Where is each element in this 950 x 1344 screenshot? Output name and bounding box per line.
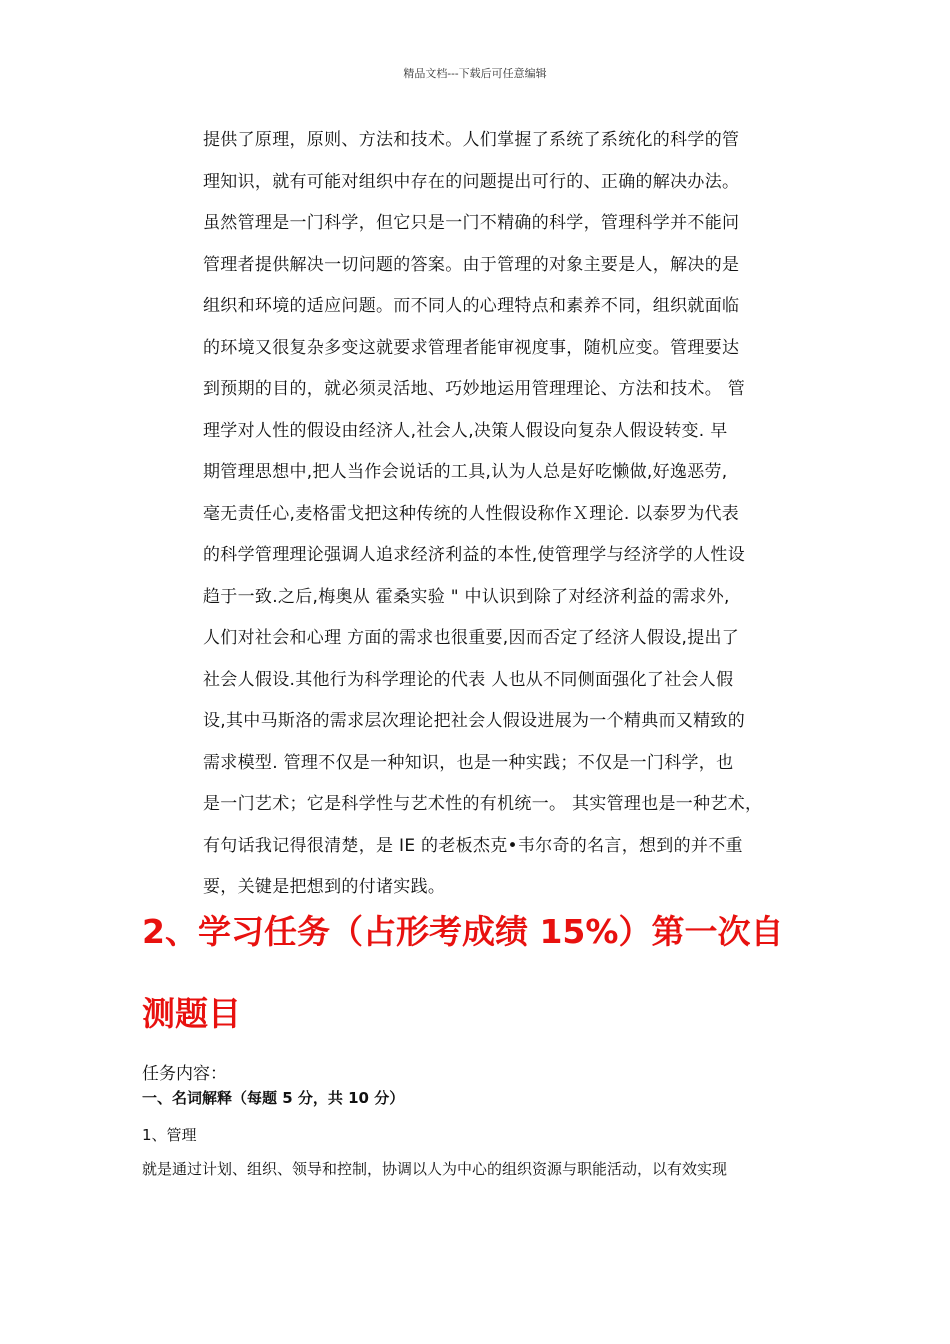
question-item-title: 1、管理 xyxy=(142,1126,197,1144)
body-line: 毫无责任心,麦格雷戈把这种传统的人性假设称作Ｘ理论. 以泰罗为代表 xyxy=(203,503,740,524)
body-line: 社会人假设.其他行为科学理论的代表 人也从不同侧面强化了社会人假 xyxy=(203,669,734,690)
body-line: 理学对人性的假设由经济人,社会人,决策人假设向复杂人假设转变. 早 xyxy=(203,420,728,441)
question-item-definition: 就是通过计划、组织、领导和控制，协调以人为中心的组织资源与职能活动，以有效实现 xyxy=(142,1160,728,1178)
body-line: 管理者提供解决一切问题的答案。由于管理的对象主要是人，解决的是 xyxy=(203,254,740,275)
body-line: 需求模型. 管理不仅是一种知识，也是一种实践；不仅是一门科学，也 xyxy=(203,752,734,773)
body-line: 设,其中马斯洛的需求层次理论把社会人假设进展为一个精典而又精致的 xyxy=(203,711,746,731)
body-line: 是一门艺术；它是科学性与艺术性的有机统一。 其实管理也是一种艺术， xyxy=(203,794,763,814)
section-heading-line-2: 测题目 xyxy=(142,994,241,1033)
body-line: 虽然管理是一门科学，但它只是一门不精确的科学，管理科学并不能问 xyxy=(203,213,740,233)
body-line: 要，关键是把想到的付诸实践。 xyxy=(203,877,446,897)
task-content-label: 任务内容： xyxy=(142,1064,227,1084)
body-line: 提供了原理，原则、方法和技术。人们掌握了系统了系统化的科学的管 xyxy=(203,130,740,150)
body-line: 有句话我记得很清楚，是 IE 的老板杰克•韦尔奇的名言，想到的并不重 xyxy=(203,835,743,856)
page-header: 精品文档---下载后可任意编辑 xyxy=(403,67,547,80)
body-line: 期管理思想中,把人当作会说话的工具,认为人总是好吃懒做,好逸恶劳, xyxy=(203,462,728,482)
section-heading-line-1: 2、学习任务（占形考成绩 15%）第一次自 xyxy=(142,912,784,951)
body-line: 人们对社会和心理 方面的需求也很重要,因而否定了经济人假设,提出了 xyxy=(203,628,740,648)
body-line: 组织和环境的适应问题。而不同人的心理特点和素养不同，组织就面临 xyxy=(203,296,740,316)
body-paragraph xyxy=(203,120,823,909)
body-line: 趋于一致.之后,梅奥从 霍桑实验 " 中认识到除了对经济利益的需求外, xyxy=(203,586,730,607)
body-line: 的科学管理理论强调人追求经济利益的本性,使管理学与经济学的人性设 xyxy=(203,545,746,565)
body-line: 到预期的目的，就必须灵活地、巧妙地运用管理理论、方法和技术。 管 xyxy=(203,379,746,399)
body-line: 的环境又很复杂多变这就要求管理者能审视度事，随机应变。管理要达 xyxy=(203,337,740,358)
body-line: 理知识，就有可能对组织中存在的问题提出可行的、正确的解决办法。 xyxy=(203,171,740,192)
question-section-title: 一、名词解释（每题 5 分，共 10 分） xyxy=(142,1089,405,1107)
